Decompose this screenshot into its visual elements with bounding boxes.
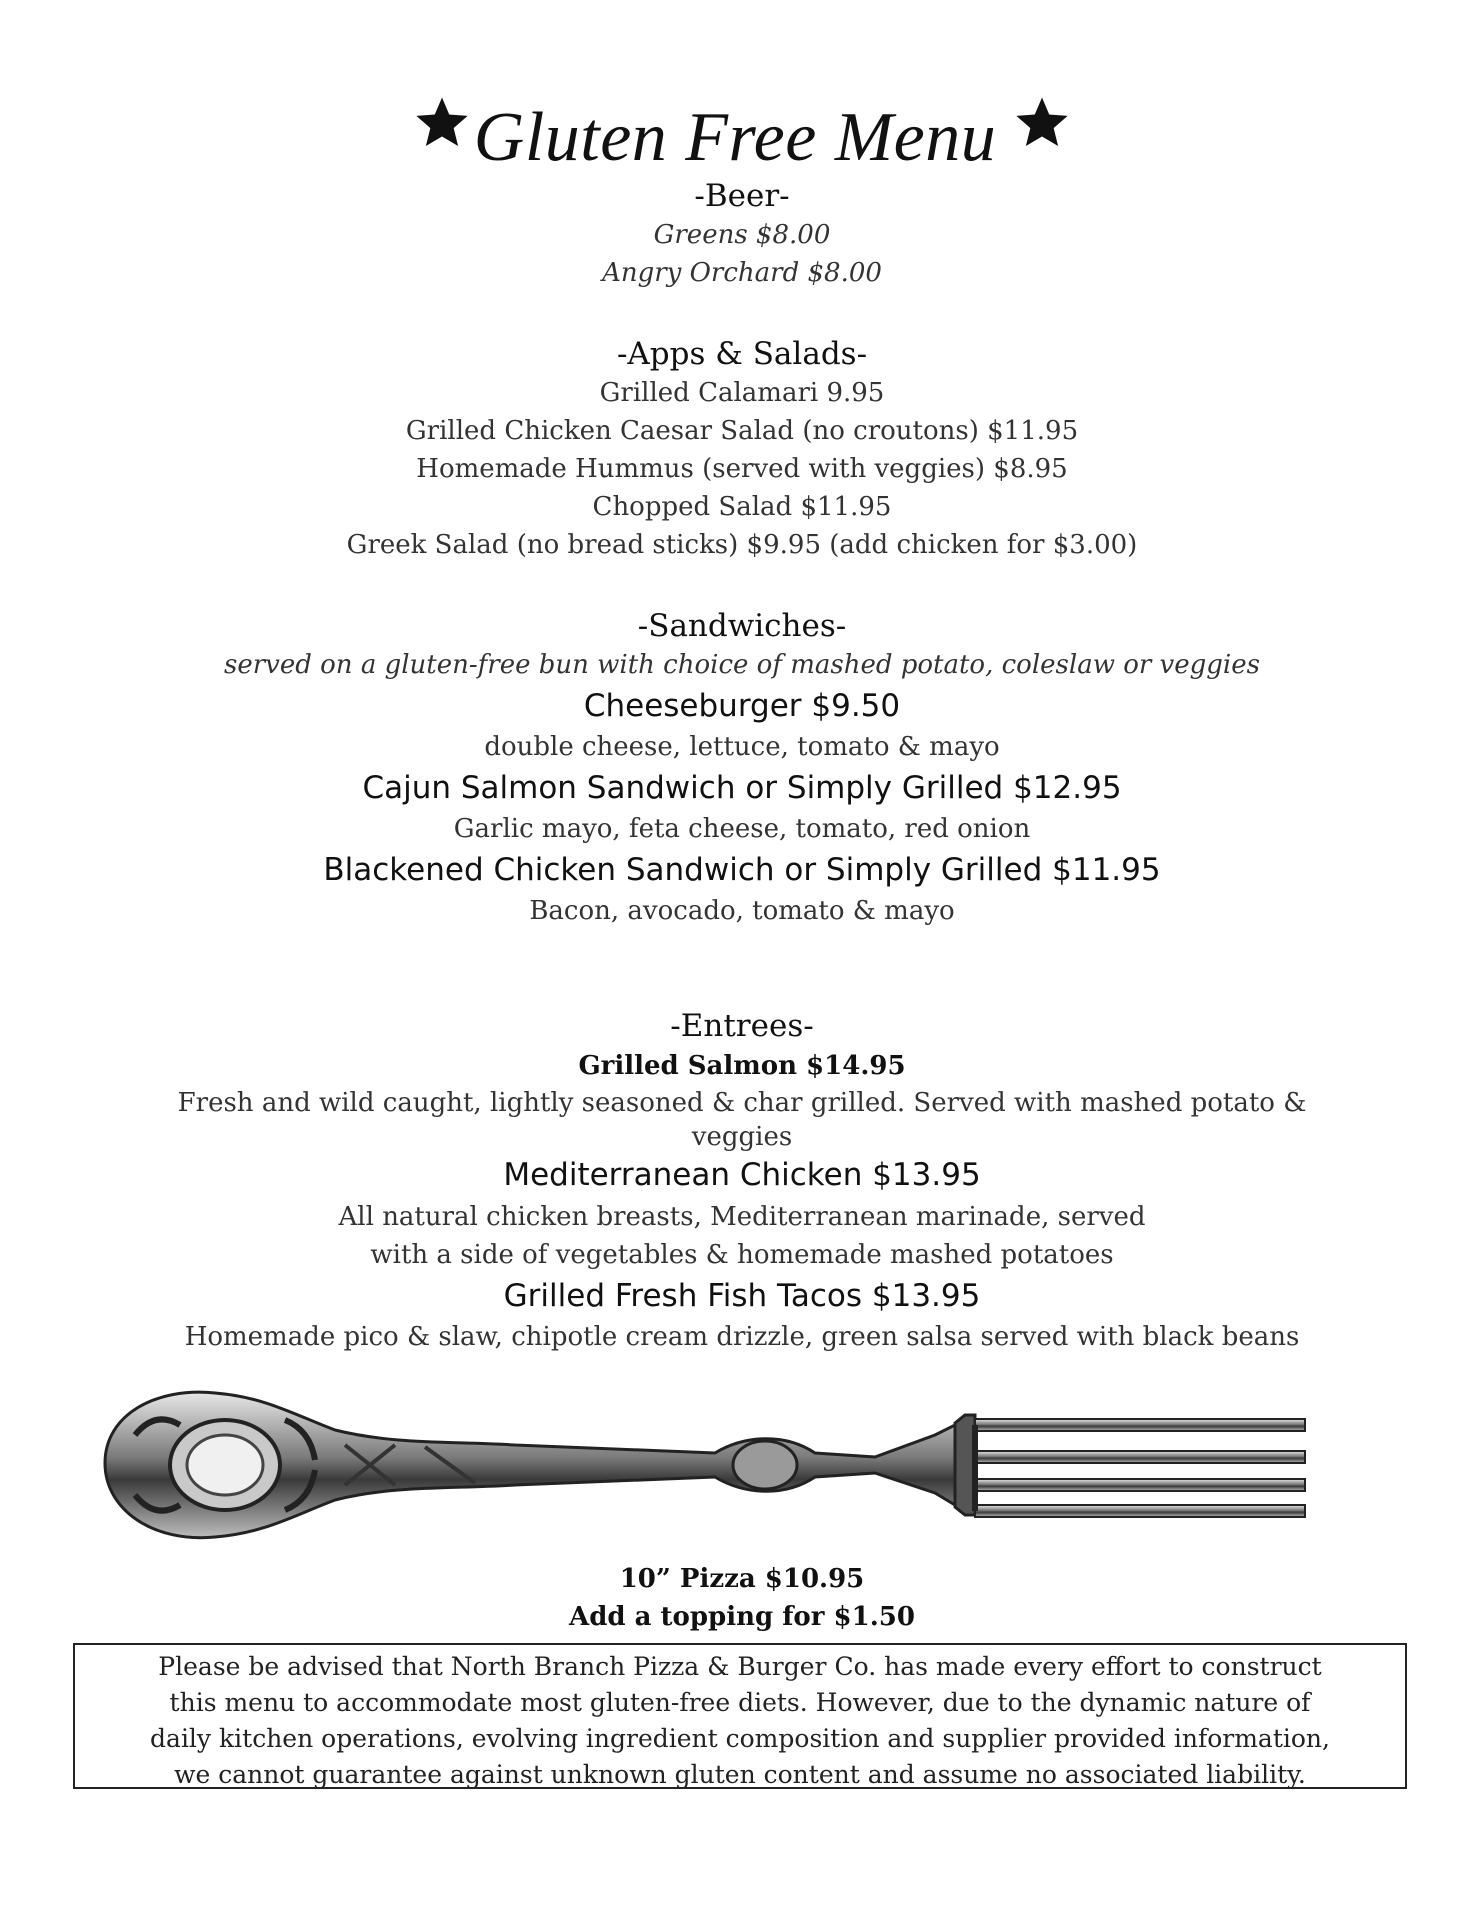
menu-title: [0, 88, 1484, 178]
beer-section: [0, 176, 1484, 292]
menu-item-name: Blackened Chicken Sandwich or Simply Grilled $11.95: [323, 852, 1161, 888]
apps-item: Chopped Salad $11.95: [592, 492, 892, 522]
apps-item: Greek Salad (no bread sticks) $9.95 (add chicken for $3.00): [346, 530, 1138, 560]
menu-item-desc: Garlic mayo, feta cheese, tomato, red onion: [453, 814, 1031, 844]
star-icon: [1014, 88, 1070, 144]
apps-item: Grilled Chicken Caesar Salad (no croutons) $11.95: [405, 416, 1079, 446]
sandwiches-section: [0, 606, 1484, 930]
menu-title-text: Gluten Free Menu: [473, 99, 997, 176]
pizza-section: [0, 1560, 1484, 1636]
menu-item-name: Cheeseburger $9.50: [583, 688, 901, 724]
star-icon: [414, 88, 470, 144]
disclaimer-line: we cannot guarantee against unknown gluten content and assume no associated liability.: [174, 1760, 1306, 1789]
apps-section: [0, 334, 1484, 564]
pizza-price: 10” Pizza $10.95: [619, 1564, 865, 1594]
menu-item-name: Grilled Salmon $14.95: [578, 1051, 906, 1081]
beer-item: Greens $8.00: [653, 220, 831, 250]
beer-heading: -Beer-: [694, 178, 790, 214]
disclaimer-line: this menu to accommodate most gluten-free diets. However, due to the dynamic nature of: [169, 1688, 1311, 1717]
menu-item-desc: Homemade pico & slaw, chipotle cream drizzle, green salsa served with black beans: [184, 1322, 1300, 1352]
sandwiches-heading: -Sandwiches-: [637, 608, 847, 644]
menu-item-desc: All natural chicken breasts, Mediterranean marinade, served: [338, 1202, 1146, 1232]
menu-item-desc: Fresh and wild caught, lightly seasoned & char grilled. Served with mashed potato &: [177, 1088, 1307, 1118]
menu-item-name: Grilled Fresh Fish Tacos $13.95: [503, 1278, 981, 1314]
menu-item-name: Cajun Salmon Sandwich or Simply Grilled $12.95: [362, 770, 1122, 806]
disclaimer-line: Please be advised that North Branch Pizza & Burger Co. has made every effort to construct: [158, 1652, 1322, 1681]
menu-item-desc: double cheese, lettuce, tomato & mayo: [484, 732, 1000, 762]
apps-item: Grilled Calamari 9.95: [599, 378, 885, 408]
beer-item: Angry Orchard $8.00: [602, 258, 882, 288]
menu-item-desc: Bacon, avocado, tomato & mayo: [529, 896, 955, 926]
entrees-heading: -Entrees-: [670, 1008, 814, 1044]
sandwiches-note: served on a gluten-free bun with choice of mashed potato, coleslaw or veggies: [224, 650, 1260, 680]
disclaimer-box: [73, 1643, 1407, 1789]
apps-heading: -Apps & Salads-: [616, 336, 868, 372]
fork-illustration: [95, 1375, 1330, 1545]
apps-item: Homemade Hummus (served with veggies) $8.95: [416, 454, 1068, 484]
pizza-topping: Add a topping for $1.50: [569, 1602, 915, 1632]
disclaimer-line: daily kitchen operations, evolving ingredient composition and supplier provided information,: [150, 1724, 1330, 1753]
menu-item-desc: veggies: [691, 1122, 793, 1152]
entrees-section: [0, 1004, 1484, 1356]
menu-item-desc: with a side of vegetables & homemade mashed potatoes: [370, 1240, 1114, 1270]
menu-item-name: Mediterranean Chicken $13.95: [503, 1157, 981, 1193]
